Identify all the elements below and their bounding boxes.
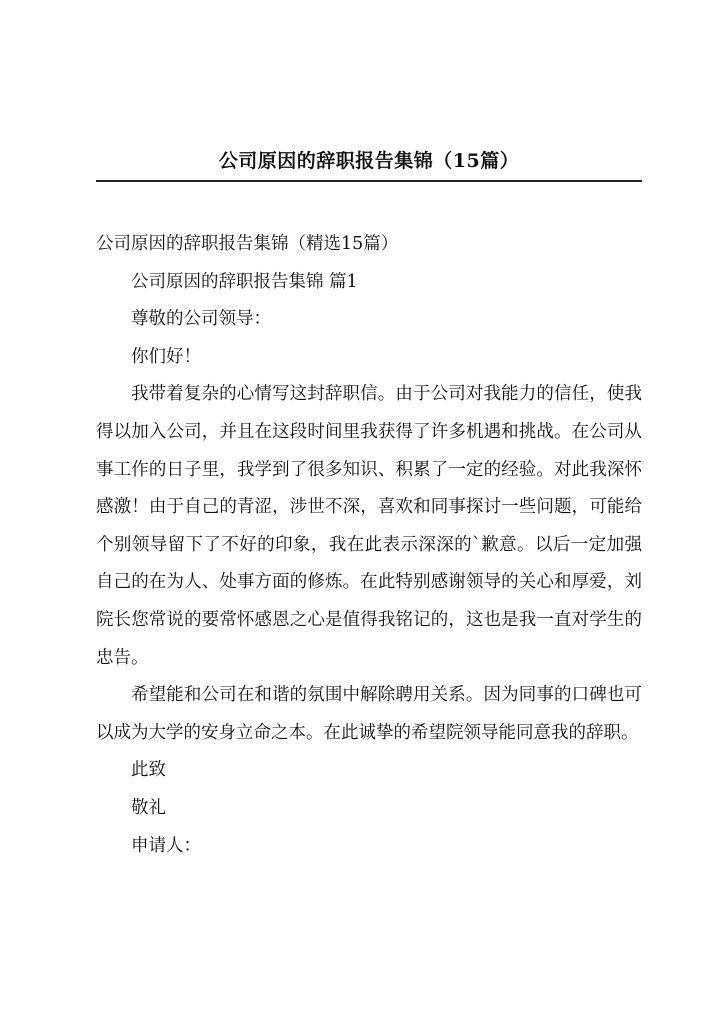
- body-paragraph-1: 我带着复杂的心情写这封辞职信。由于公司对我能力的信任，使我得以加入公司，并且在这段时间里我获得了许多机遇和挑战。在公司从事工作的日子里，我学到了很多知识、积累了一定的经验。对此我深怀感激！由于自己的青涩，涉世不深，喜欢和同事探讨一些问题，可能给个别领导留下了不好的印象，我在此表示深深的`歉意。以后一定加强自己的在为人、处事方面的修炼。在此特别感谢领导的关心和厚爱，刘院长您常说的要常怀感恩之心是值得我铭记的，这也是我一直对学生的忠告。: [96, 384, 642, 668]
- closing-line-2: 敬礼: [131, 797, 166, 818]
- title-divider: [96, 180, 642, 182]
- applicant-label: 申请人：: [131, 835, 201, 856]
- greeting: 你们好！: [131, 346, 201, 367]
- document-subtitle: 公司原因的辞职报告集锦（精选15篇）: [96, 234, 399, 254]
- salutation: 尊敬的公司领导：: [131, 309, 271, 330]
- document-body: [96, 226, 642, 865]
- closing-line-1: 此致: [131, 760, 166, 781]
- document-title: 公司原因的辞职报告集锦（15篇）: [218, 150, 520, 172]
- body-paragraph-2: 希望能和公司在和谐的氛围中解除聘用关系。因为同事的口碑也可以成为大学的安身立命之本。在此诚挚的希望院领导能同意我的辞职。: [96, 685, 642, 743]
- section-heading: 公司原因的辞职报告集锦 篇1: [131, 271, 358, 292]
